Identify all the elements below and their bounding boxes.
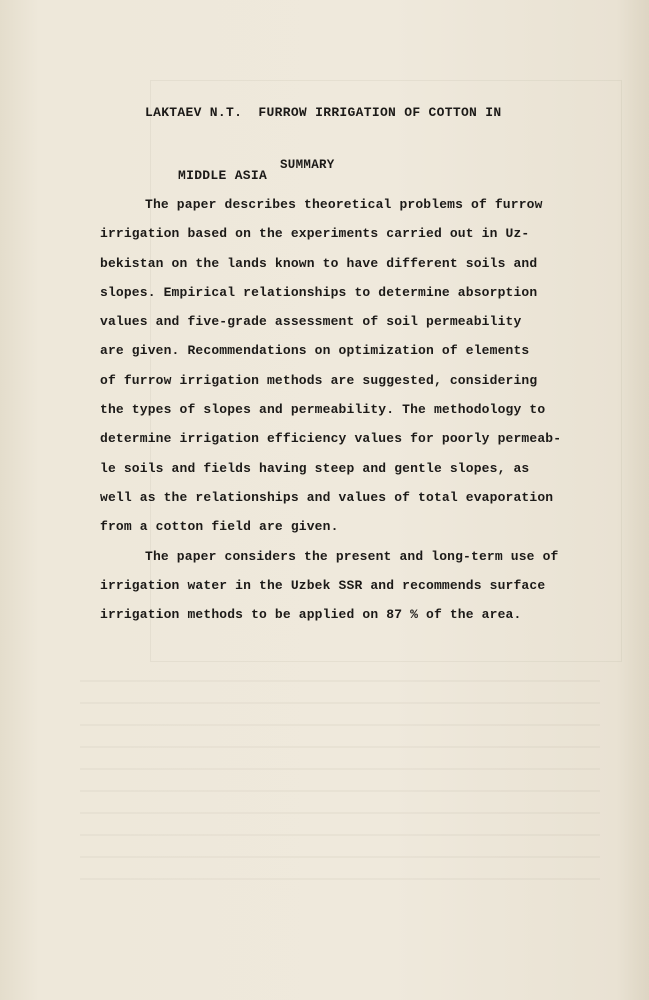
text-line: the types of slopes and permeability. The methodology to — [100, 402, 546, 418]
text-line: The paper considers the present and long-term use of — [145, 548, 559, 564]
text-line: values and five-grade assessment of soil permeability — [100, 314, 522, 330]
text-line: from a cotton field are given. — [100, 519, 339, 535]
text-line: le soils and fields having steep and gentle slopes, as — [100, 460, 530, 476]
text-line: bekistan on the lands known to have different soils and — [100, 255, 538, 271]
text-line: are given. Recommendations on optimization of elements — [100, 343, 530, 359]
text-line: well as the relationships and values of total evaporation — [100, 489, 554, 505]
text-line: irrigation methods to be applied on 87 % of the area. — [100, 607, 522, 623]
show-through-text — [80, 680, 600, 880]
paper-title-line-1: FURROW IRRIGATION OF COTTON IN — [258, 105, 502, 120]
text-line: irrigation based on the experiments carried out in Uz- — [100, 226, 530, 242]
paper-title-line-2: MIDDLE ASIA — [178, 168, 268, 183]
text-line: irrigation water in the Uzbek SSR and recommends surface — [100, 577, 546, 593]
author-name: LAKTAEV N.T. — [145, 105, 243, 120]
summary-body — [100, 190, 630, 629]
text-line: slopes. Empirical relationships to determine absorption — [100, 284, 538, 300]
paragraph-1 — [100, 190, 630, 542]
paragraph-2 — [100, 542, 630, 630]
text-line: of furrow irrigation methods are suggested, considering — [100, 372, 538, 388]
text-line: determine irrigation efficiency values for poorly permeab- — [100, 431, 562, 447]
summary-heading: SUMMARY — [280, 158, 335, 172]
text-line: The paper describes theoretical problems of furrow — [145, 197, 543, 212]
